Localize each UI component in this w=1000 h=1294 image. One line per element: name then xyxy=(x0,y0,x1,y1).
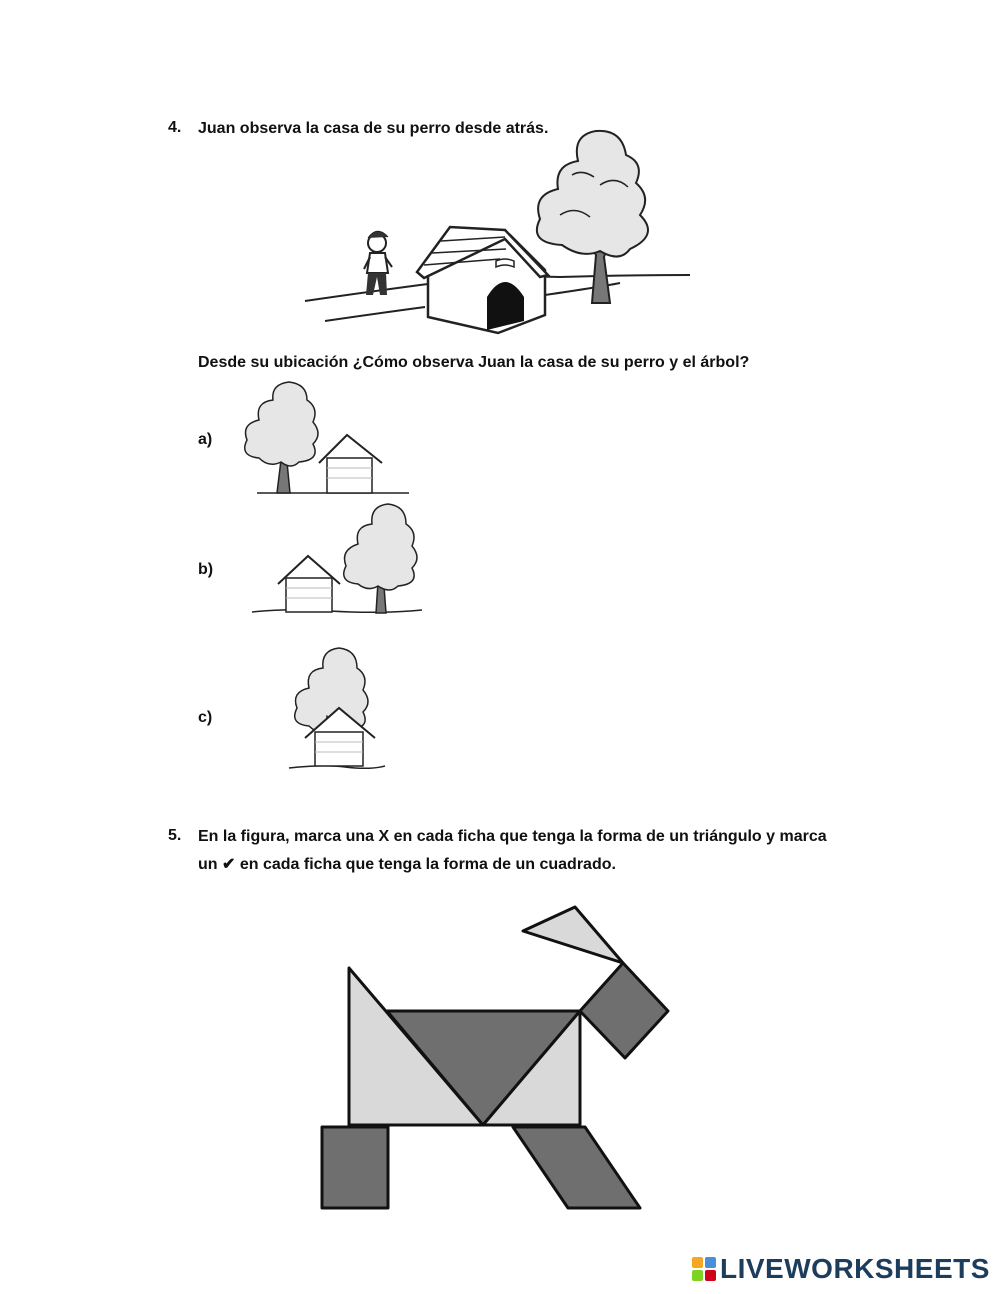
question-5-number: 5. xyxy=(168,827,182,844)
tangram-piece-front-leg-square[interactable] xyxy=(322,1127,388,1208)
option-a-house xyxy=(319,435,382,493)
doghouse-scene-illustration xyxy=(300,125,700,340)
option-a-illustration[interactable] xyxy=(237,380,412,500)
doghouse-figure xyxy=(417,227,548,333)
tangram-piece-neck-square[interactable] xyxy=(580,963,668,1058)
liveworksheets-logo-icon xyxy=(692,1257,716,1281)
question-5-statement-line-2: un ✔ en cada ficha que tenga la forma de un cuadrado. xyxy=(198,856,616,873)
liveworksheets-logo[interactable] xyxy=(692,1252,990,1286)
option-c-illustration[interactable] xyxy=(285,640,395,775)
tangram-dog-figure xyxy=(315,895,675,1215)
option-b-house xyxy=(278,556,340,612)
question-4-statement: Juan observa la casa de su perro desde atrás. xyxy=(198,120,549,137)
tangram-piece-hind-leg-parallelogram[interactable] xyxy=(513,1127,640,1208)
option-b-illustration[interactable] xyxy=(250,500,425,620)
logo-text: LIVEWORKSHEETS xyxy=(720,1253,990,1284)
option-b-label: b) xyxy=(198,561,214,578)
boy-figure xyxy=(364,231,392,295)
tangram-piece-head-triangle[interactable] xyxy=(523,907,623,963)
option-a-label: a) xyxy=(198,431,213,448)
question-4-prompt: Desde su ubicación ¿Cómo observa Juan la casa de su perro y el árbol? xyxy=(198,354,750,371)
option-c-label: c) xyxy=(198,709,213,726)
question-5-statement-line-1: En la figura, marca una X en cada ficha que tenga la forma de un triángulo y marca xyxy=(198,828,827,845)
question-4-number: 4. xyxy=(168,119,182,136)
